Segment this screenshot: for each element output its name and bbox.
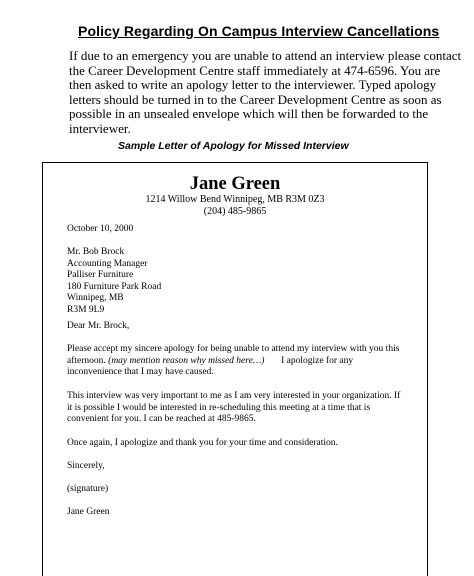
recipient-line: R3M 9L9 (67, 304, 105, 315)
paragraph-text: afternoon. (67, 355, 109, 366)
letter-paragraph-1 (67, 344, 399, 379)
sender-name: Jane Green (189, 174, 281, 194)
policy-line: possible in an unsealed envelope which will then be forwarded to the (69, 106, 429, 121)
paragraph-line: convenient for you. I can be reached at 485-9865. (67, 414, 256, 425)
letter-paragraph-3: Once again, I apologize and thank you for your time and consideration. (67, 438, 338, 448)
sender-address: 1214 Willow Bend Winnipeg, MB R3M 0Z3 (145, 194, 325, 205)
salutation: Dear Mr. Brock, (67, 321, 130, 331)
policy-line: the Career Development Centre staff immediately at 474-6596. You are (69, 62, 441, 78)
recipient-line: Mr. Bob Brock (67, 247, 125, 257)
sample-letter-box (42, 162, 428, 576)
policy-title: Policy Regarding On Campus Interview Cancellations (78, 23, 440, 39)
recipient-line: Palliser Furniture (67, 270, 134, 281)
signature-placeholder: (signature) (67, 484, 109, 494)
paragraph-line: Please accept my sincere apology for being unable to attend my interview with you this (67, 344, 400, 354)
policy-line: then asked to write an apology letter to the interviewer. Typed apology (69, 77, 437, 92)
letter-paragraph-2 (67, 391, 400, 426)
sender-address-block (43, 194, 427, 218)
paragraph-line: it is possible I would be interested in re-scheduling this meeting at a time that is (67, 402, 371, 413)
signed-name: Jane Green (67, 507, 110, 517)
paragraph-line: inconvenience that I may have caused. (67, 367, 214, 378)
paragraph-text: I apologize for any (264, 355, 354, 366)
reason-placeholder: (may mention reason why missed here…) (108, 355, 265, 366)
recipient-line: Winnipeg, MB (67, 293, 124, 304)
sender-phone: (204) 485-9865 (203, 206, 267, 217)
recipient-line: 180 Furniture Park Road (67, 281, 162, 292)
letter-date: October 10, 2000 (67, 224, 134, 234)
policy-line: letters should be turned in to the Career Development Centre as soon as (69, 91, 442, 107)
sample-letter-heading: Sample Letter of Apology for Missed Interview (118, 140, 349, 152)
closing: Sincerely, (67, 461, 105, 471)
paragraph-line: This interview was very important to me as I am very interested in your organization. If (67, 391, 401, 401)
policy-paragraph (69, 48, 462, 136)
policy-line: If due to an emergency you are unable to attend an interview please contact (69, 48, 462, 63)
recipient-block (67, 247, 161, 317)
recipient-line: Accounting Manager (67, 258, 148, 269)
policy-line: interviewer. (69, 120, 131, 136)
paragraph-line (67, 356, 399, 368)
